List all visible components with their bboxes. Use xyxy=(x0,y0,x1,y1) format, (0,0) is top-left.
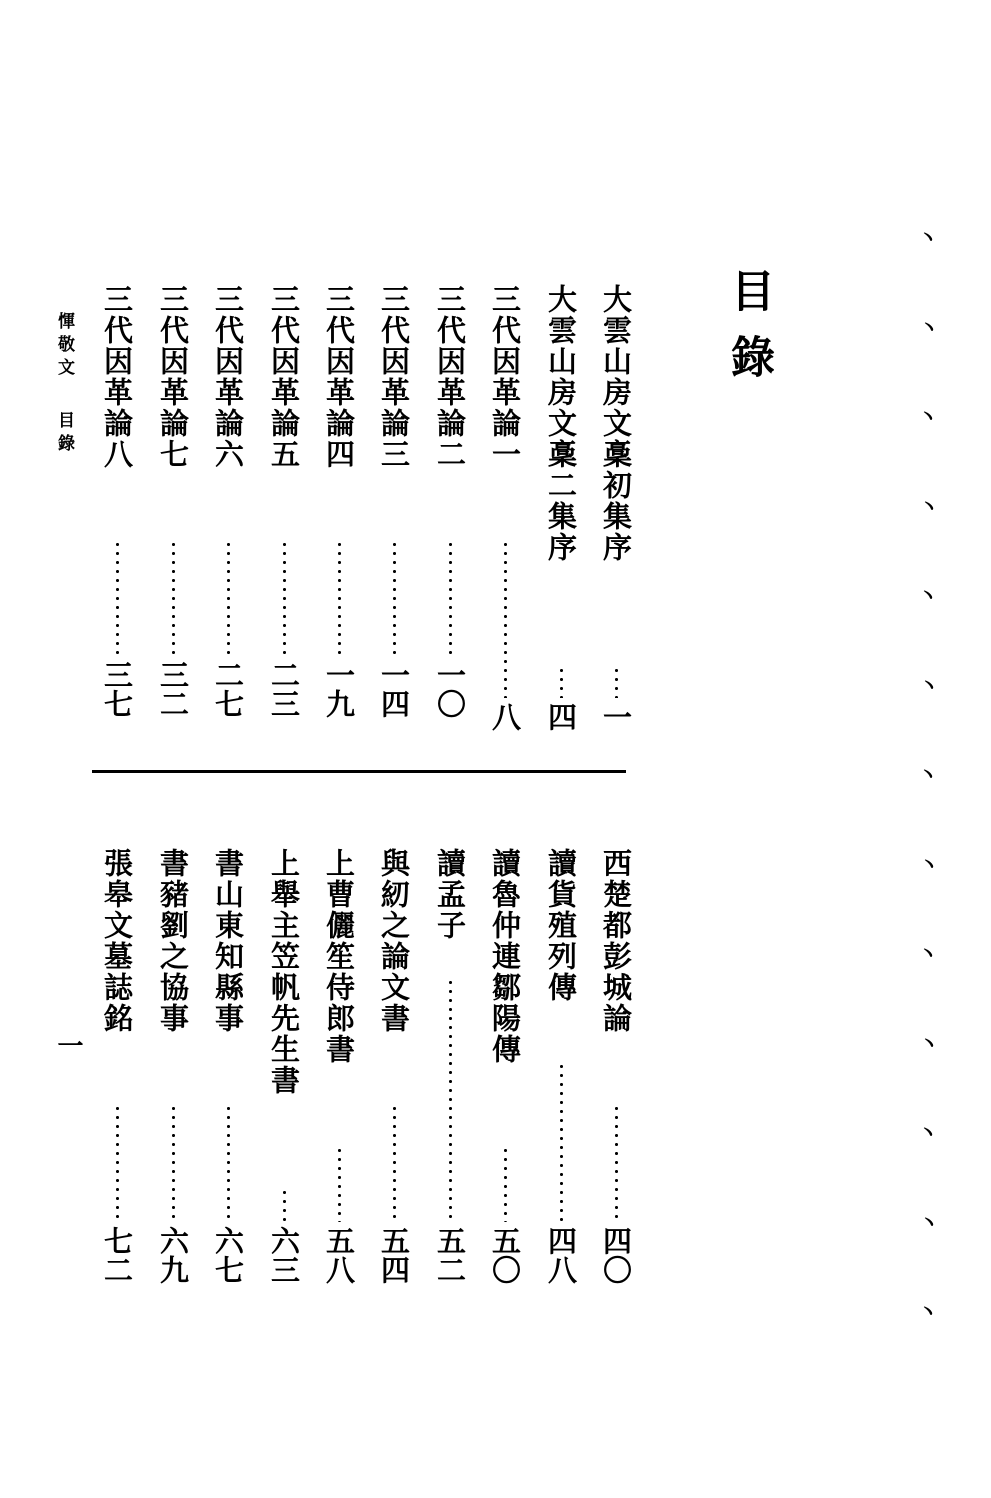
dot-leader xyxy=(392,540,397,656)
running-head-title: 惲敬文 xyxy=(54,312,74,381)
dot-leader xyxy=(282,540,287,656)
toc-entry xyxy=(485,848,525,1310)
toc-entry xyxy=(319,284,359,744)
toc-entry-page-number: 二三 xyxy=(267,660,301,718)
toc-entry-title: 三代因革論二 xyxy=(433,284,467,470)
toc-entry xyxy=(485,284,525,744)
toc-entry xyxy=(264,848,304,1310)
toc-entry-title: 張皋文墓誌銘 xyxy=(100,848,134,1034)
toc-entry xyxy=(97,848,137,1310)
dot-leader xyxy=(614,1104,619,1222)
binding-mark: 丶 xyxy=(918,405,938,429)
toc-entry xyxy=(541,848,581,1310)
toc-entry-page-number: 六三 xyxy=(267,1226,301,1284)
toc-entry-title: 讀孟子 xyxy=(433,848,467,941)
binding-mark: 丶 xyxy=(919,674,939,698)
toc-entry-page-number: 四〇 xyxy=(599,1226,633,1284)
toc-entry-title: 大雲山房文稾二集序 xyxy=(544,284,578,563)
dot-leader xyxy=(392,1104,397,1222)
toc-entry xyxy=(596,848,636,1310)
dot-leader xyxy=(171,1104,176,1222)
toc-entry xyxy=(264,284,304,744)
toc-entry xyxy=(319,848,359,1310)
toc-entry-page-number: 三七 xyxy=(100,660,134,718)
dot-leader xyxy=(559,1062,564,1222)
binding-mark: 丶 xyxy=(919,316,939,340)
toc-entry-title: 三代因革論八 xyxy=(100,284,134,470)
binding-mark: 丶 xyxy=(918,584,938,608)
dot-leader xyxy=(171,540,176,656)
toc-entry-page-number: 一九 xyxy=(322,660,356,718)
toc-entry-title: 三代因革論六 xyxy=(211,284,245,470)
toc-entry-page-number: 八 xyxy=(488,702,522,731)
binding-mark: 丶 xyxy=(919,1211,939,1235)
toc-entry-page-number: 一〇 xyxy=(433,660,467,718)
toc-entry xyxy=(208,848,248,1310)
binding-mark: 丶 xyxy=(918,226,938,250)
toc-entry-title: 三代因革論一 xyxy=(488,284,522,470)
toc-entry-title: 與紉之論文書 xyxy=(377,848,411,1034)
toc-entry xyxy=(541,284,581,744)
binding-mark: 丶 xyxy=(919,853,939,877)
dot-leader xyxy=(115,1104,120,1222)
toc-entry-page-number: 四八 xyxy=(544,1226,578,1284)
dot-leader xyxy=(448,540,453,656)
dot-leader xyxy=(337,1146,342,1222)
toc-entry-title: 三代因革論三 xyxy=(377,284,411,470)
dot-leader xyxy=(559,666,564,698)
page-title: 目錄 xyxy=(723,268,774,400)
binding-mark: 丶 xyxy=(918,763,938,787)
toc-entry xyxy=(374,284,414,744)
toc-entry-title: 三代因革論七 xyxy=(156,284,190,470)
toc-entry-page-number: 三二 xyxy=(156,660,190,718)
toc-entry-page-number: 五四 xyxy=(377,1226,411,1284)
binding-mark: 丶 xyxy=(919,1032,939,1056)
toc-entry-title: 上曹儷笙侍郎書 xyxy=(322,848,356,1065)
dot-leader xyxy=(282,1188,287,1222)
toc-entry-title: 書豬劉之協事 xyxy=(156,848,190,1034)
dot-leader xyxy=(226,540,231,656)
toc-entry-page-number: 四 xyxy=(544,702,578,731)
toc-entry xyxy=(97,284,137,744)
running-head-section: 目錄 xyxy=(54,411,74,457)
section-divider xyxy=(92,770,626,773)
binding-mark: 丶 xyxy=(918,1300,938,1324)
page-number: 一 xyxy=(53,1032,83,1058)
toc-entry-title: 大雲山房文稾初集序 xyxy=(599,284,633,563)
toc-entry xyxy=(208,284,248,744)
toc-entry-page-number: 六七 xyxy=(211,1226,245,1284)
toc-entry xyxy=(430,848,470,1310)
toc-entry-page-number: 五〇 xyxy=(488,1226,522,1284)
toc-entry xyxy=(153,848,193,1310)
toc-entry-title: 讀貨殖列傳 xyxy=(544,848,578,1003)
toc-entry-page-number: 五二 xyxy=(433,1226,467,1284)
toc-entry-page-number: 六九 xyxy=(156,1226,190,1284)
binding-mark: 丶 xyxy=(918,1121,938,1145)
toc-entry-title: 三代因革論四 xyxy=(322,284,356,470)
toc-entry xyxy=(374,848,414,1310)
toc-entry xyxy=(596,284,636,744)
dot-leader xyxy=(337,540,342,656)
running-head xyxy=(52,312,77,457)
dot-leader xyxy=(115,540,120,656)
toc-entry-page-number: 一 xyxy=(599,702,633,731)
toc-entry-page-number: 七二 xyxy=(100,1226,134,1284)
toc-entry-title: 讀魯仲連鄒陽傳 xyxy=(488,848,522,1065)
dot-leader xyxy=(614,666,619,698)
binding-mark: 丶 xyxy=(919,495,939,519)
toc-entry xyxy=(153,284,193,744)
dot-leader xyxy=(226,1104,231,1222)
toc-entry-page-number: 二七 xyxy=(211,660,245,718)
toc-entry-title: 三代因革論五 xyxy=(267,284,301,470)
dot-leader xyxy=(503,1146,508,1222)
toc-entry xyxy=(430,284,470,744)
toc-entry-page-number: 五八 xyxy=(322,1226,356,1284)
toc-entry-title: 上舉主笠帆先生書 xyxy=(267,848,301,1096)
binding-mark: 丶 xyxy=(918,942,938,966)
toc-entry-title: 西楚都彭城論 xyxy=(599,848,633,1034)
toc-entry-page-number: 一四 xyxy=(377,660,411,718)
dot-leader xyxy=(448,978,453,1222)
dot-leader xyxy=(503,540,508,698)
toc-entry-title: 書山東知縣事 xyxy=(211,848,245,1034)
